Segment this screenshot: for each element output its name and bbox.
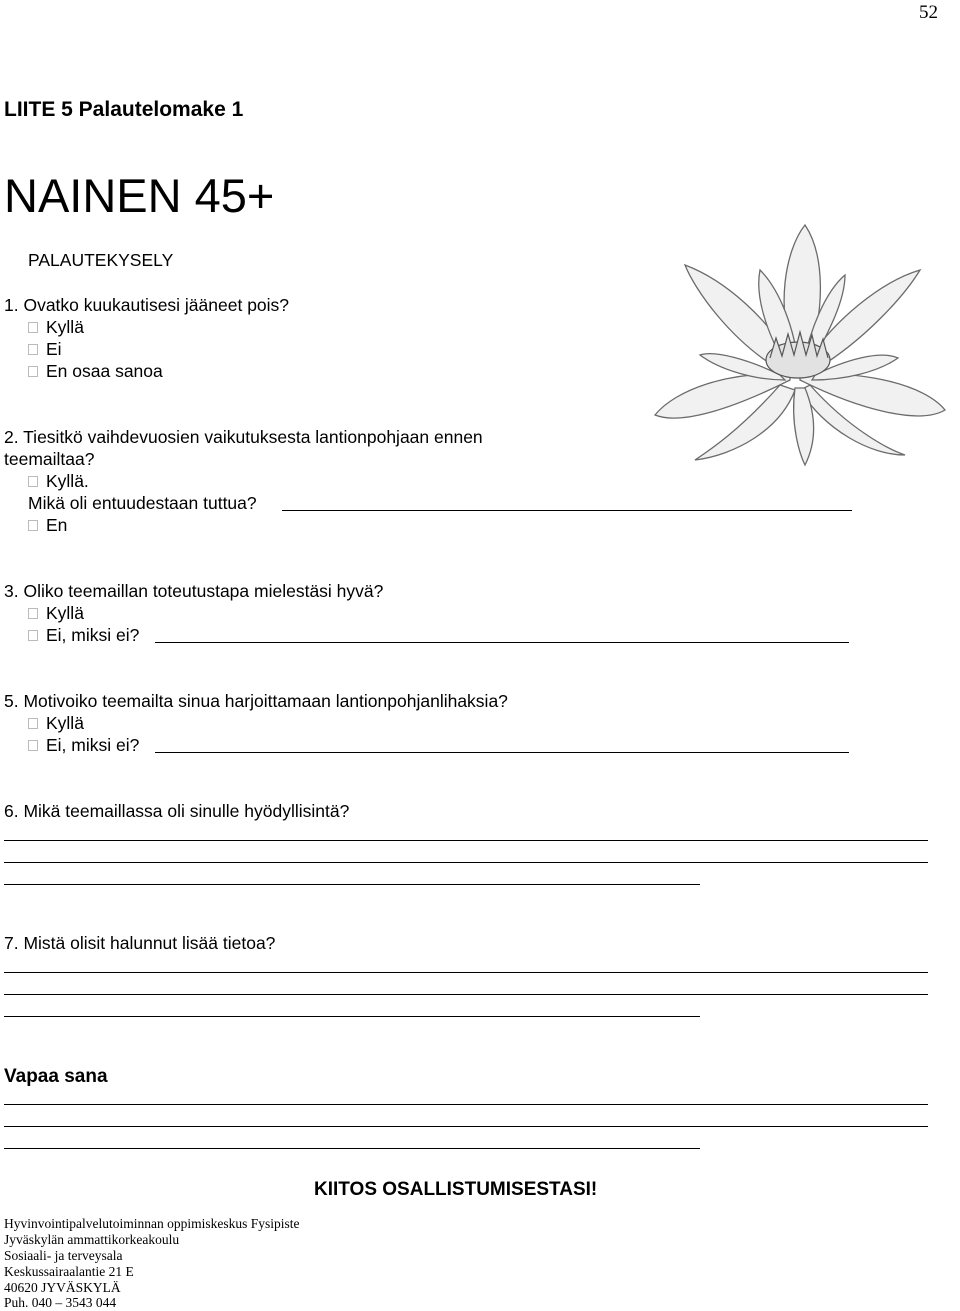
q1-option-no[interactable] bbox=[28, 339, 62, 360]
free-word-answer-line[interactable] bbox=[4, 1126, 928, 1127]
footer-line: Jyväskylän ammattikorkeakoulu bbox=[4, 1232, 180, 1247]
checkbox-icon[interactable] bbox=[28, 630, 38, 641]
q3-option-yes[interactable] bbox=[28, 603, 84, 624]
option-label: Ei, miksi ei? bbox=[46, 625, 140, 645]
question-3: 3. Oliko teemaillan toteutustapa mielestäsi hyvä? bbox=[4, 581, 384, 601]
option-label: Kyllä bbox=[46, 713, 84, 733]
footer-line: Sosiaali- ja terveysala bbox=[4, 1248, 123, 1263]
main-title: NAINEN 45+ bbox=[4, 169, 275, 222]
q7-answer-line[interactable] bbox=[4, 1016, 700, 1017]
q3-answer-line[interactable] bbox=[155, 642, 849, 643]
free-word-heading: Vapaa sana bbox=[4, 1066, 108, 1087]
free-word-answer-line[interactable] bbox=[4, 1104, 928, 1105]
footer-line: Hyvinvointipalvelutoiminnan oppimiskeskus Fysipiste bbox=[4, 1216, 300, 1231]
question-6: 6. Mikä teemaillassa oli sinulle hyödyllisintä? bbox=[4, 801, 350, 821]
free-word-answer-line[interactable] bbox=[4, 1148, 700, 1149]
lotus-flower-illustration bbox=[640, 210, 960, 470]
page-number: 52 bbox=[919, 2, 938, 23]
q1-option-dont-know[interactable] bbox=[28, 361, 163, 382]
q6-answer-line[interactable] bbox=[4, 840, 928, 841]
q6-answer-line[interactable] bbox=[4, 862, 928, 863]
footer-line: Puh. 040 – 3543 044 bbox=[4, 1295, 117, 1310]
q2-followup: Mikä oli entuudestaan tuttua? bbox=[28, 493, 257, 513]
q2-option-no[interactable] bbox=[28, 515, 67, 536]
q2-answer-line[interactable] bbox=[282, 510, 852, 511]
q5-option-no[interactable] bbox=[28, 735, 139, 756]
checkbox-icon[interactable] bbox=[28, 608, 38, 619]
q7-answer-line[interactable] bbox=[4, 994, 928, 995]
checkbox-icon[interactable] bbox=[28, 718, 38, 729]
q7-answer-line[interactable] bbox=[4, 972, 928, 973]
option-label: En bbox=[46, 515, 68, 535]
checkbox-icon[interactable] bbox=[28, 366, 38, 377]
q5-answer-line[interactable] bbox=[155, 752, 849, 753]
q1-option-yes[interactable] bbox=[28, 317, 84, 338]
survey-title: PALAUTEKYSELY bbox=[28, 250, 174, 270]
option-label: Kyllä. bbox=[46, 471, 89, 491]
checkbox-icon[interactable] bbox=[28, 476, 38, 487]
question-1: 1. Ovatko kuukautisesi jääneet pois? bbox=[4, 295, 290, 315]
footer-line: 40620 JYVÄSKYLÄ bbox=[4, 1280, 121, 1295]
q3-option-no[interactable] bbox=[28, 625, 139, 646]
question-7: 7. Mistä olisit halunnut lisää tietoa? bbox=[4, 933, 276, 953]
option-label: Ei, miksi ei? bbox=[46, 735, 140, 755]
question-2-line-1: 2. Tiesitkö vaihdevuosien vaikutuksesta lantionpohjaan ennen bbox=[4, 427, 483, 447]
question-5: 5. Motivoiko teemailta sinua harjoittamaan lantionpohjanlihaksia? bbox=[4, 691, 508, 711]
appendix-title: LIITE 5 Palautelomake 1 bbox=[4, 98, 244, 121]
footer-line: Keskussairaalantie 21 E bbox=[4, 1264, 134, 1279]
option-label: Kyllä bbox=[46, 317, 84, 337]
q2-option-yes[interactable] bbox=[28, 471, 89, 492]
q6-answer-line[interactable] bbox=[4, 884, 700, 885]
checkbox-icon[interactable] bbox=[28, 322, 38, 333]
q5-option-yes[interactable] bbox=[28, 713, 84, 734]
checkbox-icon[interactable] bbox=[28, 520, 38, 531]
thanks-text: KIITOS OSALLISTUMISESTASI! bbox=[314, 1179, 598, 1200]
checkbox-icon[interactable] bbox=[28, 344, 38, 355]
option-label: Kyllä bbox=[46, 603, 84, 623]
checkbox-icon[interactable] bbox=[28, 740, 38, 751]
question-2-line-2: teemailtaa? bbox=[4, 449, 95, 469]
option-label: En osaa sanoa bbox=[46, 361, 163, 381]
option-label: Ei bbox=[46, 339, 62, 359]
